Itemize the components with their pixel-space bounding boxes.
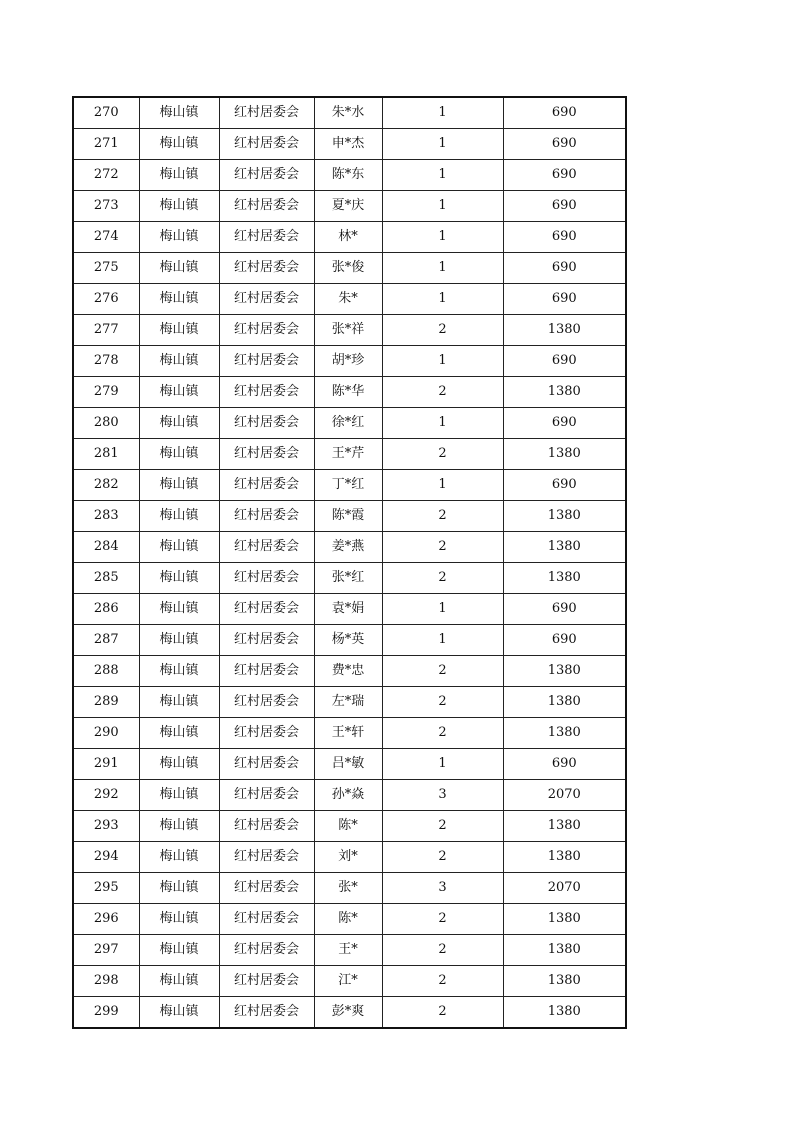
name-cell: 张* (314, 873, 382, 904)
name-cell: 孙*焱 (314, 780, 382, 811)
town-cell: 梅山镇 (139, 222, 219, 253)
amount-cell: 1380 (503, 656, 626, 687)
table-row (73, 346, 626, 377)
household-count-cell: 2 (382, 563, 503, 594)
table-row (73, 904, 626, 935)
amount-cell: 690 (503, 408, 626, 439)
household-count-cell: 2 (382, 377, 503, 408)
roster-table-body (73, 97, 626, 1028)
household-count-cell: 2 (382, 966, 503, 997)
committee-cell: 红村居委会 (219, 532, 314, 563)
town-cell: 梅山镇 (139, 191, 219, 222)
town-cell: 梅山镇 (139, 935, 219, 966)
table-row (73, 532, 626, 563)
row-number-cell: 274 (73, 222, 139, 253)
table-row (73, 284, 626, 315)
name-cell: 张*红 (314, 563, 382, 594)
committee-cell: 红村居委会 (219, 687, 314, 718)
amount-cell: 690 (503, 284, 626, 315)
name-cell: 左*瑞 (314, 687, 382, 718)
name-cell: 杨*英 (314, 625, 382, 656)
table-row (73, 687, 626, 718)
town-cell: 梅山镇 (139, 315, 219, 346)
table-row (73, 935, 626, 966)
row-number-cell: 282 (73, 470, 139, 501)
committee-cell: 红村居委会 (219, 997, 314, 1029)
town-cell: 梅山镇 (139, 997, 219, 1029)
town-cell: 梅山镇 (139, 253, 219, 284)
row-number-cell: 291 (73, 749, 139, 780)
amount-cell: 1380 (503, 997, 626, 1029)
committee-cell: 红村居委会 (219, 408, 314, 439)
town-cell: 梅山镇 (139, 501, 219, 532)
town-cell: 梅山镇 (139, 749, 219, 780)
name-cell: 陈* (314, 811, 382, 842)
town-cell: 梅山镇 (139, 594, 219, 625)
amount-cell: 690 (503, 594, 626, 625)
name-cell: 王* (314, 935, 382, 966)
amount-cell: 690 (503, 253, 626, 284)
row-number-cell: 277 (73, 315, 139, 346)
name-cell: 王*芹 (314, 439, 382, 470)
town-cell: 梅山镇 (139, 687, 219, 718)
household-count-cell: 1 (382, 97, 503, 129)
committee-cell: 红村居委会 (219, 935, 314, 966)
table-row (73, 594, 626, 625)
table-row (73, 501, 626, 532)
name-cell: 林* (314, 222, 382, 253)
name-cell: 姜*燕 (314, 532, 382, 563)
committee-cell: 红村居委会 (219, 222, 314, 253)
amount-cell: 690 (503, 625, 626, 656)
name-cell: 江* (314, 966, 382, 997)
amount-cell: 1380 (503, 687, 626, 718)
household-count-cell: 3 (382, 873, 503, 904)
committee-cell: 红村居委会 (219, 811, 314, 842)
amount-cell: 690 (503, 222, 626, 253)
committee-cell: 红村居委会 (219, 97, 314, 129)
committee-cell: 红村居委会 (219, 873, 314, 904)
amount-cell: 1380 (503, 501, 626, 532)
household-count-cell: 1 (382, 408, 503, 439)
household-count-cell: 2 (382, 811, 503, 842)
committee-cell: 红村居委会 (219, 625, 314, 656)
table-row (73, 222, 626, 253)
table-row (73, 129, 626, 160)
amount-cell: 1380 (503, 935, 626, 966)
table-row (73, 97, 626, 129)
amount-cell: 690 (503, 191, 626, 222)
committee-cell: 红村居委会 (219, 346, 314, 377)
table-row (73, 563, 626, 594)
town-cell: 梅山镇 (139, 718, 219, 749)
amount-cell: 690 (503, 470, 626, 501)
household-count-cell: 1 (382, 749, 503, 780)
committee-cell: 红村居委会 (219, 904, 314, 935)
amount-cell: 1380 (503, 718, 626, 749)
town-cell: 梅山镇 (139, 470, 219, 501)
row-number-cell: 281 (73, 439, 139, 470)
name-cell: 夏*庆 (314, 191, 382, 222)
row-number-cell: 276 (73, 284, 139, 315)
household-count-cell: 1 (382, 160, 503, 191)
amount-cell: 1380 (503, 966, 626, 997)
household-count-cell: 1 (382, 625, 503, 656)
row-number-cell: 292 (73, 780, 139, 811)
town-cell: 梅山镇 (139, 780, 219, 811)
household-count-cell: 1 (382, 191, 503, 222)
household-count-cell: 3 (382, 780, 503, 811)
name-cell: 陈*东 (314, 160, 382, 191)
town-cell: 梅山镇 (139, 439, 219, 470)
row-number-cell: 295 (73, 873, 139, 904)
committee-cell: 红村居委会 (219, 594, 314, 625)
row-number-cell: 289 (73, 687, 139, 718)
table-row (73, 191, 626, 222)
household-count-cell: 2 (382, 656, 503, 687)
row-number-cell: 297 (73, 935, 139, 966)
committee-cell: 红村居委会 (219, 129, 314, 160)
town-cell: 梅山镇 (139, 873, 219, 904)
row-number-cell: 285 (73, 563, 139, 594)
town-cell: 梅山镇 (139, 625, 219, 656)
name-cell: 朱*水 (314, 97, 382, 129)
row-number-cell: 278 (73, 346, 139, 377)
row-number-cell: 284 (73, 532, 139, 563)
table-row (73, 377, 626, 408)
row-number-cell: 299 (73, 997, 139, 1029)
committee-cell: 红村居委会 (219, 439, 314, 470)
committee-cell: 红村居委会 (219, 377, 314, 408)
household-count-cell: 2 (382, 935, 503, 966)
committee-cell: 红村居委会 (219, 656, 314, 687)
committee-cell: 红村居委会 (219, 718, 314, 749)
household-count-cell: 2 (382, 439, 503, 470)
name-cell: 陈* (314, 904, 382, 935)
committee-cell: 红村居委会 (219, 749, 314, 780)
amount-cell: 1380 (503, 842, 626, 873)
table-row (73, 253, 626, 284)
table-row (73, 749, 626, 780)
table-row (73, 160, 626, 191)
table-row (73, 718, 626, 749)
committee-cell: 红村居委会 (219, 563, 314, 594)
household-count-cell: 1 (382, 129, 503, 160)
household-count-cell: 1 (382, 470, 503, 501)
town-cell: 梅山镇 (139, 842, 219, 873)
row-number-cell: 270 (73, 97, 139, 129)
committee-cell: 红村居委会 (219, 470, 314, 501)
row-number-cell: 279 (73, 377, 139, 408)
household-count-cell: 2 (382, 904, 503, 935)
household-count-cell: 2 (382, 997, 503, 1029)
amount-cell: 1380 (503, 315, 626, 346)
amount-cell: 1380 (503, 904, 626, 935)
table-row (73, 780, 626, 811)
name-cell: 徐*红 (314, 408, 382, 439)
table-row (73, 966, 626, 997)
amount-cell: 690 (503, 129, 626, 160)
table-row (73, 842, 626, 873)
town-cell: 梅山镇 (139, 377, 219, 408)
household-count-cell: 2 (382, 501, 503, 532)
household-count-cell: 2 (382, 718, 503, 749)
amount-cell: 1380 (503, 439, 626, 470)
town-cell: 梅山镇 (139, 97, 219, 129)
name-cell: 费*忠 (314, 656, 382, 687)
row-number-cell: 272 (73, 160, 139, 191)
table-row (73, 625, 626, 656)
name-cell: 丁*红 (314, 470, 382, 501)
town-cell: 梅山镇 (139, 656, 219, 687)
name-cell: 朱* (314, 284, 382, 315)
household-count-cell: 1 (382, 253, 503, 284)
town-cell: 梅山镇 (139, 904, 219, 935)
table-row (73, 873, 626, 904)
row-number-cell: 294 (73, 842, 139, 873)
amount-cell: 1380 (503, 811, 626, 842)
committee-cell: 红村居委会 (219, 780, 314, 811)
row-number-cell: 283 (73, 501, 139, 532)
table-row (73, 997, 626, 1029)
household-count-cell: 2 (382, 687, 503, 718)
town-cell: 梅山镇 (139, 346, 219, 377)
household-count-cell: 1 (382, 594, 503, 625)
amount-cell: 690 (503, 749, 626, 780)
table-row (73, 811, 626, 842)
table-row (73, 408, 626, 439)
name-cell: 胡*珍 (314, 346, 382, 377)
row-number-cell: 293 (73, 811, 139, 842)
household-count-cell: 2 (382, 315, 503, 346)
amount-cell: 1380 (503, 563, 626, 594)
table-row (73, 315, 626, 346)
table-row (73, 656, 626, 687)
town-cell: 梅山镇 (139, 160, 219, 191)
name-cell: 陈*霞 (314, 501, 382, 532)
town-cell: 梅山镇 (139, 532, 219, 563)
row-number-cell: 271 (73, 129, 139, 160)
committee-cell: 红村居委会 (219, 966, 314, 997)
name-cell: 袁*娟 (314, 594, 382, 625)
amount-cell: 2070 (503, 780, 626, 811)
town-cell: 梅山镇 (139, 129, 219, 160)
table-row (73, 439, 626, 470)
town-cell: 梅山镇 (139, 563, 219, 594)
amount-cell: 690 (503, 346, 626, 377)
row-number-cell: 290 (73, 718, 139, 749)
name-cell: 张*俊 (314, 253, 382, 284)
row-number-cell: 287 (73, 625, 139, 656)
document-page (72, 96, 627, 1029)
committee-cell: 红村居委会 (219, 501, 314, 532)
name-cell: 申*杰 (314, 129, 382, 160)
town-cell: 梅山镇 (139, 811, 219, 842)
household-count-cell: 2 (382, 532, 503, 563)
amount-cell: 690 (503, 160, 626, 191)
name-cell: 刘* (314, 842, 382, 873)
row-number-cell: 273 (73, 191, 139, 222)
amount-cell: 1380 (503, 377, 626, 408)
amount-cell: 1380 (503, 532, 626, 563)
row-number-cell: 280 (73, 408, 139, 439)
amount-cell: 690 (503, 97, 626, 129)
household-count-cell: 1 (382, 284, 503, 315)
household-count-cell: 1 (382, 346, 503, 377)
row-number-cell: 286 (73, 594, 139, 625)
committee-cell: 红村居委会 (219, 842, 314, 873)
town-cell: 梅山镇 (139, 966, 219, 997)
committee-cell: 红村居委会 (219, 253, 314, 284)
household-count-cell: 1 (382, 222, 503, 253)
name-cell: 彭*爽 (314, 997, 382, 1029)
roster-table (72, 96, 627, 1029)
town-cell: 梅山镇 (139, 284, 219, 315)
name-cell: 吕*敏 (314, 749, 382, 780)
row-number-cell: 288 (73, 656, 139, 687)
table-row (73, 470, 626, 501)
name-cell: 陈*华 (314, 377, 382, 408)
row-number-cell: 296 (73, 904, 139, 935)
household-count-cell: 2 (382, 842, 503, 873)
committee-cell: 红村居委会 (219, 160, 314, 191)
committee-cell: 红村居委会 (219, 191, 314, 222)
name-cell: 张*祥 (314, 315, 382, 346)
committee-cell: 红村居委会 (219, 284, 314, 315)
name-cell: 王*轩 (314, 718, 382, 749)
amount-cell: 2070 (503, 873, 626, 904)
row-number-cell: 275 (73, 253, 139, 284)
row-number-cell: 298 (73, 966, 139, 997)
town-cell: 梅山镇 (139, 408, 219, 439)
committee-cell: 红村居委会 (219, 315, 314, 346)
